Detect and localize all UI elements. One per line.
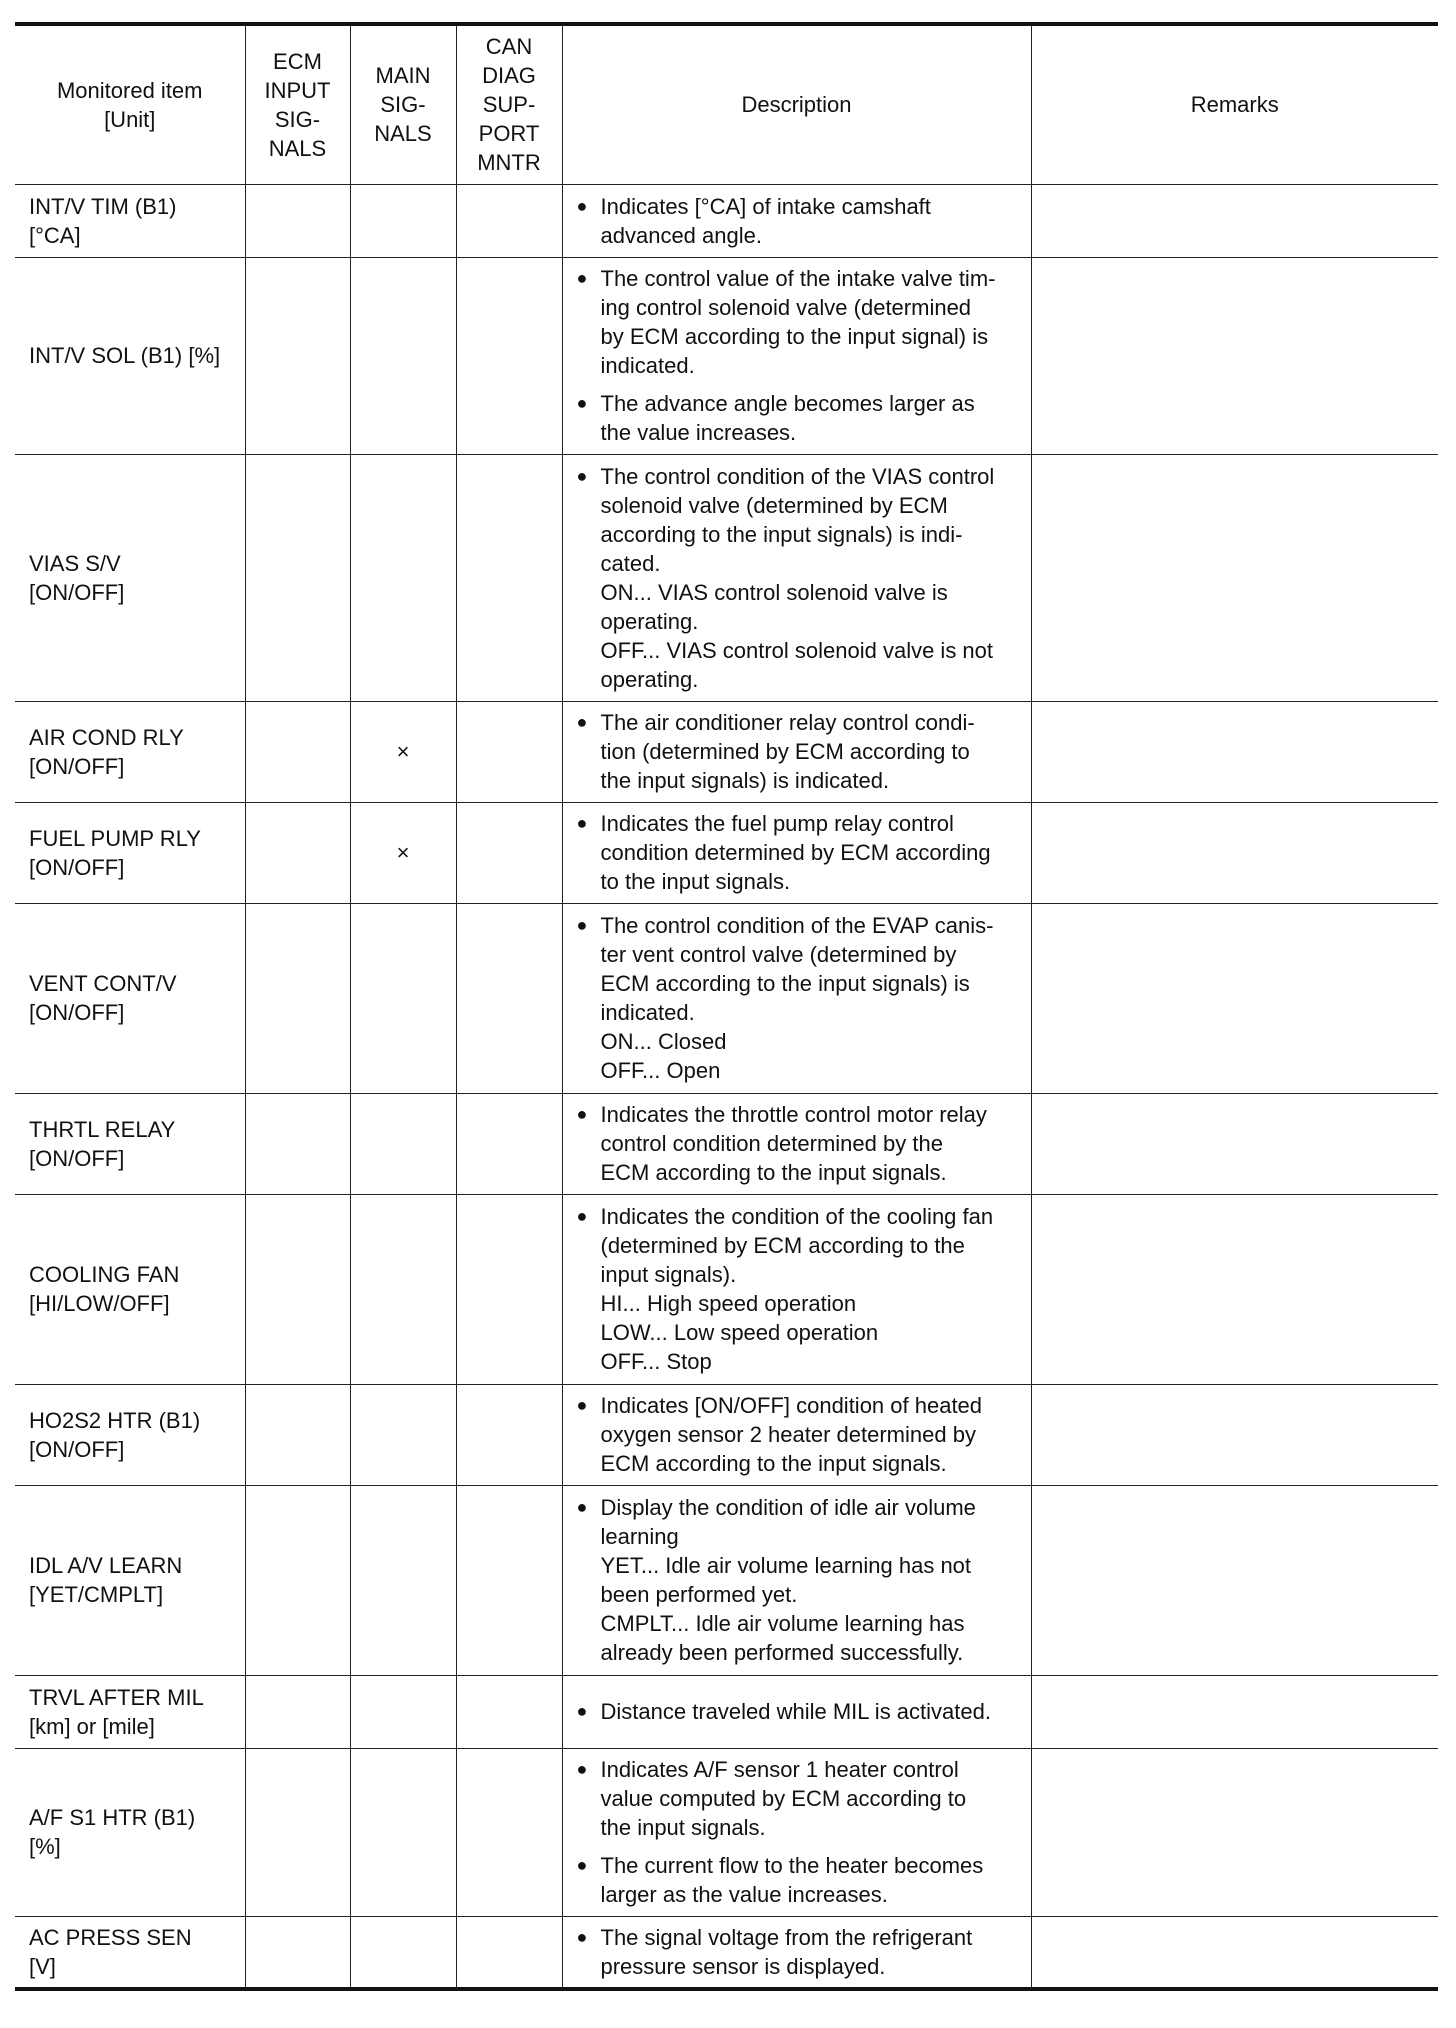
description-cell: [562, 701, 1031, 802]
remarks-cell: [1031, 184, 1438, 257]
main-signals-cell: [350, 1384, 456, 1485]
description-bullet: [577, 708, 1023, 795]
description-text: Distance traveled while MIL is activated.: [600, 1699, 991, 1724]
monitored-item-cell: [15, 1675, 245, 1748]
monitored-item-label: VENT CONT/V [ON/OFF]: [29, 971, 177, 1025]
ecm-input-signals-cell: [245, 1748, 350, 1916]
description-text: The signal voltage from the refrigerant pressure sensor is displayed.: [600, 1924, 973, 1979]
monitored-item-label: IDL A/V LEARN [YET/CMPLT]: [29, 1553, 183, 1607]
monitored-item-cell: [15, 1093, 245, 1194]
can-diag-support-cell: [456, 1194, 562, 1384]
bullet-icon: ●: [576, 465, 588, 486]
description-text: Indicates the throttle control motor relay control condition determined by the ECM according to the input signals.: [600, 1102, 987, 1185]
main-signals-cell: [350, 1748, 456, 1916]
table-row: [15, 184, 1438, 257]
description-bullet: [577, 264, 1023, 380]
remarks-cell: [1031, 1748, 1438, 1916]
bullet-icon: ●: [576, 1395, 588, 1415]
header-main-signals: MAIN SIG- NALS: [350, 24, 456, 184]
can-diag-support-cell: [456, 802, 562, 903]
monitored-item-cell: [15, 1194, 245, 1384]
remarks-cell: [1031, 1485, 1438, 1675]
monitored-item-label: COOLING FAN [HI/LOW/OFF]: [29, 1262, 180, 1316]
description-text: Display the condition of idle air volume learning YET... Idle air volume learning has not been performed yet. CMPLT... Idle air volume learning has already been performed successfully.: [600, 1495, 976, 1665]
can-diag-support-cell: [456, 184, 562, 257]
main-signals-cell: [350, 184, 456, 257]
can-diag-support-cell: [456, 1748, 562, 1916]
can-diag-support-cell: [456, 1916, 562, 1989]
main-signals-cell: [350, 257, 456, 454]
description-cell: [562, 1384, 1031, 1485]
ecm-input-signals-cell: [245, 454, 350, 701]
table-row: [15, 1485, 1438, 1675]
table-row: [15, 1093, 1438, 1194]
bullet-icon: ●: [576, 915, 588, 935]
monitored-items-table: [15, 22, 1438, 1991]
monitored-item-cell: [15, 701, 245, 802]
description-bullet: [577, 1202, 1023, 1376]
description-text: The advance angle becomes larger as the value increases.: [600, 391, 975, 445]
ecm-input-signals-cell: [245, 257, 350, 454]
monitored-item-cell: [15, 802, 245, 903]
header-remarks: Remarks: [1031, 24, 1438, 184]
description-bullet: [577, 1755, 1023, 1842]
bullet-icon: ●: [576, 1759, 588, 1779]
remarks-cell: [1031, 701, 1438, 802]
bullet-icon: ●: [576, 813, 588, 833]
description-cell: [562, 257, 1031, 454]
description-text: The air conditioner relay control condi- tion (determined by ECM according to the input signals) is indicated.: [600, 710, 975, 793]
main-signals-cell: ×: [350, 701, 456, 802]
monitored-item-cell: [15, 903, 245, 1093]
description-cell: [562, 1748, 1031, 1916]
description-bullet: [577, 1923, 1023, 1981]
description-cell: [562, 1916, 1031, 1989]
table-row: [15, 701, 1438, 802]
monitored-item-label: INT/V SOL (B1) [%]: [29, 343, 221, 368]
description-bullet: [577, 1391, 1023, 1478]
description-cell: [562, 454, 1031, 701]
monitored-item-label: A/F S1 HTR (B1) [%]: [29, 1805, 196, 1859]
description-text: Indicates [°CA] of intake camshaft advanced angle.: [600, 193, 931, 248]
table-row: [15, 903, 1438, 1093]
description-cell: [562, 1485, 1031, 1675]
bullet-icon: ●: [576, 712, 588, 732]
monitored-item-label: INT/V TIM (B1) [°CA]: [29, 193, 177, 248]
bullet-icon: ●: [576, 195, 588, 216]
bullet-icon: ●: [576, 1855, 588, 1875]
ecm-input-signals-cell: [245, 1675, 350, 1748]
description-text: The control value of the intake valve tim- ing control solenoid valve (determined by ECM according to the input signal) is indicated.: [600, 266, 996, 378]
header-ecm-input-signals: ECM INPUT SIG- NALS: [245, 24, 350, 184]
can-diag-support-cell: [456, 257, 562, 454]
description-cell: [562, 1194, 1031, 1384]
main-signals-cell: [350, 903, 456, 1093]
description-bullet: [577, 911, 1023, 1085]
ecm-input-signals-cell: [245, 701, 350, 802]
description-bullet: [577, 192, 1023, 250]
can-diag-support-cell: [456, 903, 562, 1093]
main-signals-cell: [350, 1485, 456, 1675]
main-signals-cell: [350, 1916, 456, 1989]
description-bullet: [577, 809, 1023, 896]
description-text: Indicates the fuel pump relay control condition determined by ECM according to the input signals.: [600, 811, 991, 894]
bullet-icon: ●: [576, 1206, 588, 1226]
table-row: [15, 1748, 1438, 1916]
description-cell: [562, 184, 1031, 257]
main-signals-cell: [350, 1675, 456, 1748]
remarks-cell: [1031, 1384, 1438, 1485]
description-bullet: [577, 389, 1023, 447]
table-row: [15, 802, 1438, 903]
bullet-icon: ●: [576, 1701, 588, 1721]
table-row: [15, 1384, 1438, 1485]
description-bullet: [577, 1697, 1023, 1726]
ecm-input-signals-cell: [245, 1093, 350, 1194]
can-diag-support-cell: [456, 454, 562, 701]
description-bullet: [577, 1100, 1023, 1187]
monitored-item-label: AIR COND RLY [ON/OFF]: [29, 724, 184, 779]
remarks-cell: [1031, 903, 1438, 1093]
table-row: [15, 1916, 1438, 1989]
monitored-item-cell: [15, 184, 245, 257]
monitored-item-cell: [15, 1916, 245, 1989]
monitored-item-cell: [15, 257, 245, 454]
description-bullet: [577, 462, 1023, 694]
table-row: [15, 1675, 1438, 1748]
ecm-input-signals-cell: [245, 1485, 350, 1675]
bullet-icon: ●: [576, 393, 588, 413]
header-can-diag-support-mntr: CAN DIAG SUP- PORT MNTR: [456, 24, 562, 184]
monitored-item-cell: [15, 1748, 245, 1916]
bullet-icon: ●: [576, 268, 588, 288]
table-row: [15, 454, 1438, 701]
can-diag-support-cell: [456, 1675, 562, 1748]
description-text: Indicates A/F sensor 1 heater control value computed by ECM according to the input signals.: [600, 1757, 967, 1840]
main-signals-cell: [350, 1093, 456, 1194]
remarks-cell: [1031, 1093, 1438, 1194]
bullet-icon: ●: [576, 1926, 588, 1947]
description-text: Indicates [ON/OFF] condition of heated oxygen sensor 2 heater determined by ECM according to the input signals.: [600, 1393, 983, 1476]
can-diag-support-cell: [456, 701, 562, 802]
can-diag-support-cell: [456, 1093, 562, 1194]
remarks-cell: [1031, 1194, 1438, 1384]
bullet-icon: ●: [576, 1497, 588, 1517]
can-diag-support-cell: [456, 1384, 562, 1485]
description-text: The control condition of the EVAP canis- ter vent control valve (determined by ECM according to the input signals) is indicated. ON... Closed OFF... Open: [600, 913, 994, 1083]
remarks-cell: [1031, 257, 1438, 454]
remarks-cell: [1031, 802, 1438, 903]
ecm-input-signals-cell: [245, 184, 350, 257]
can-diag-support-cell: [456, 1485, 562, 1675]
ecm-input-signals-cell: [245, 1194, 350, 1384]
description-cell: [562, 1093, 1031, 1194]
ecm-input-signals-cell: [245, 1384, 350, 1485]
description-cell: [562, 1675, 1031, 1748]
header-row: [15, 24, 1438, 184]
main-signals-cell: [350, 454, 456, 701]
description-text: The control condition of the VIAS control solenoid valve (determined by ECM according to the input signals) is indi- cated. ON... VIAS control solenoid valve is operating. OFF... VIAS control solenoid valve is not operating.: [600, 463, 995, 692]
description-text: Indicates the condition of the cooling fan (determined by ECM according to the input signals). HI... High speed operation LOW... Low speed operation OFF... Stop: [600, 1204, 994, 1374]
monitored-item-cell: [15, 1384, 245, 1485]
description-cell: [562, 802, 1031, 903]
monitored-item-label: TRVL AFTER MIL [km] or [mile]: [29, 1684, 204, 1739]
monitored-item-label: AC PRESS SEN [V]: [29, 1924, 192, 1979]
monitored-item-label: THRTL RELAY [ON/OFF]: [29, 1116, 176, 1171]
ecm-input-signals-cell: [245, 903, 350, 1093]
description-bullet: [577, 1493, 1023, 1667]
remarks-cell: [1031, 1916, 1438, 1989]
ecm-input-signals-cell: [245, 802, 350, 903]
header-monitored-item: Monitored item [Unit]: [15, 24, 245, 184]
main-signals-cell: ×: [350, 802, 456, 903]
description-text: The current flow to the heater becomes larger as the value increases.: [600, 1853, 984, 1907]
bullet-icon: ●: [576, 1104, 588, 1124]
remarks-cell: [1031, 454, 1438, 701]
table-row: [15, 257, 1438, 454]
monitored-item-cell: [15, 1485, 245, 1675]
table-row: [15, 1194, 1438, 1384]
ecm-input-signals-cell: [245, 1916, 350, 1989]
monitored-item-label: FUEL PUMP RLY [ON/OFF]: [29, 825, 201, 880]
monitored-item-label: HO2S2 HTR (B1) [ON/OFF]: [29, 1407, 201, 1462]
description-bullet: [577, 1851, 1023, 1909]
monitored-item-label: VIAS S/V [ON/OFF]: [29, 550, 125, 605]
remarks-cell: [1031, 1675, 1438, 1748]
monitored-item-cell: [15, 454, 245, 701]
main-signals-cell: [350, 1194, 456, 1384]
header-description: Description: [562, 24, 1031, 184]
description-cell: [562, 903, 1031, 1093]
